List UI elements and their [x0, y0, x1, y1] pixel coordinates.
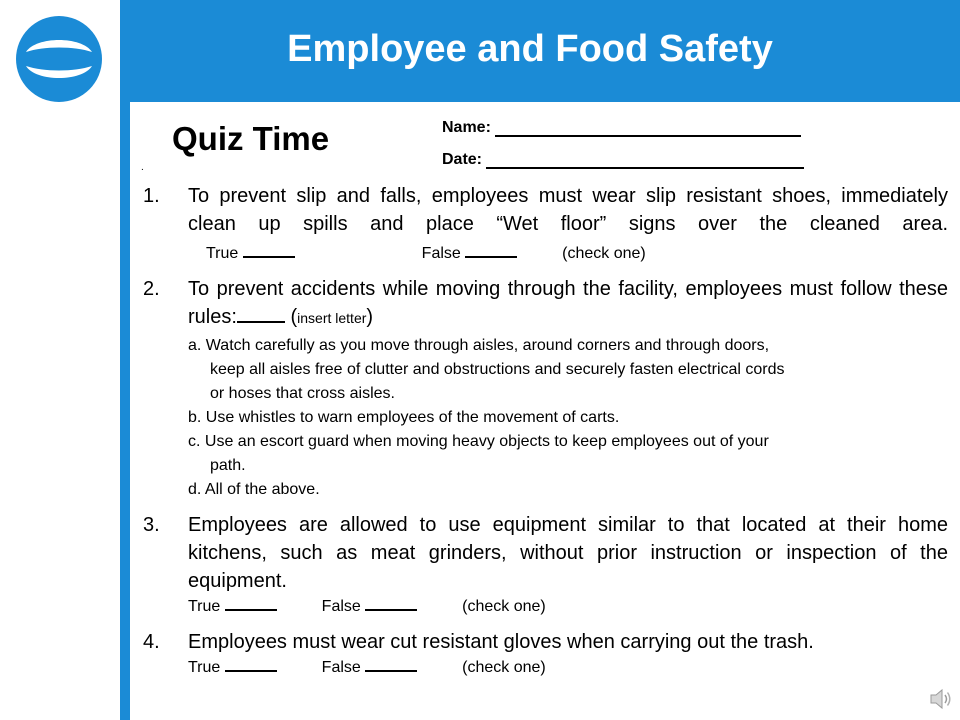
false-blank[interactable]: [465, 242, 517, 258]
check-one-note: (check one): [562, 245, 646, 262]
option-d: [188, 478, 938, 502]
question-2-options: [188, 334, 938, 502]
check-one-note: (check one): [462, 659, 546, 676]
question-number: 4.: [143, 631, 160, 653]
option-a-line3: or hoses that cross aisles.: [210, 385, 395, 402]
question-number: 3.: [143, 514, 160, 536]
insert-letter-blank[interactable]: [237, 307, 285, 323]
question-3-answers: [188, 595, 948, 619]
question-text: [188, 275, 948, 332]
false-label: False: [321, 659, 361, 676]
question-number: 1.: [143, 185, 160, 207]
left-panel: [0, 0, 120, 720]
question-1: [143, 182, 948, 266]
option-c-line1: c. Use an escort guard when moving heavy objects to keep employees out of your: [188, 433, 769, 450]
question-2: [143, 275, 948, 332]
date-input-line[interactable]: [486, 151, 804, 169]
true-label: True: [206, 245, 239, 262]
speaker-icon[interactable]: [928, 686, 954, 712]
false-blank[interactable]: [365, 656, 417, 672]
insert-note-close: ): [366, 306, 374, 328]
false-label: False: [321, 598, 361, 615]
option-c: [188, 430, 938, 478]
question-2-text: To prevent accidents while moving through the facility, employees must follow these rules:: [188, 278, 948, 328]
option-a-line1: a. Watch carefully as you move through aisles, around corners and through doors,: [188, 337, 770, 354]
option-c-line2: path.: [210, 457, 246, 474]
option-a-line2: keep all aisles free of clutter and obstructions and securely fasten electrical cords: [210, 361, 785, 378]
false-label: False: [421, 245, 461, 262]
question-text: [188, 182, 948, 266]
false-blank[interactable]: [365, 595, 417, 611]
question-3-text: Employees are allowed to use equipment similar to that located at their home kitchens, such as meat grinders, without prior instruction or inspection of the equipment.: [188, 514, 948, 592]
question-1-answers: [206, 245, 646, 262]
insert-note-open: (: [290, 306, 298, 328]
option-b-line1: b. Use whistles to warn employees of the movement of carts.: [188, 409, 620, 426]
date-label: Date:: [442, 151, 483, 168]
name-field: [442, 119, 801, 137]
page-title: Employee and Food Safety: [287, 28, 773, 70]
header-bar: [120, 0, 960, 102]
name-label: Name:: [442, 119, 491, 136]
true-blank[interactable]: [243, 242, 295, 258]
question-number: 2.: [143, 278, 160, 300]
true-blank[interactable]: [225, 595, 277, 611]
option-b: [188, 406, 938, 430]
check-one-note: (check one): [462, 598, 546, 615]
bullet-dot: .: [141, 162, 144, 173]
question-text: [188, 511, 948, 619]
name-input-line[interactable]: [495, 119, 801, 137]
left-accent-stripe: [120, 0, 130, 720]
insert-letter-note: insert letter: [297, 310, 367, 326]
true-label: True: [188, 598, 221, 615]
question-3: [143, 511, 948, 619]
true-blank[interactable]: [225, 656, 277, 672]
quiz-title: Quiz Time: [172, 120, 330, 157]
true-label: True: [188, 659, 221, 676]
option-a: [188, 334, 938, 406]
question-4: [143, 628, 948, 680]
question-4-answers: [188, 656, 948, 680]
date-field: [442, 151, 804, 169]
question-4-text: Employees must wear cut resistant gloves when carrying out the trash.: [188, 631, 814, 653]
question-text: [188, 628, 948, 680]
company-logo-icon: [12, 12, 106, 106]
question-1-text: To prevent slip and falls, employees must wear slip resistant shoes, immediately clean up spills and place “Wet floor” signs over the cleaned area.: [188, 185, 948, 235]
option-d-line1: d. All of the above.: [188, 481, 320, 498]
